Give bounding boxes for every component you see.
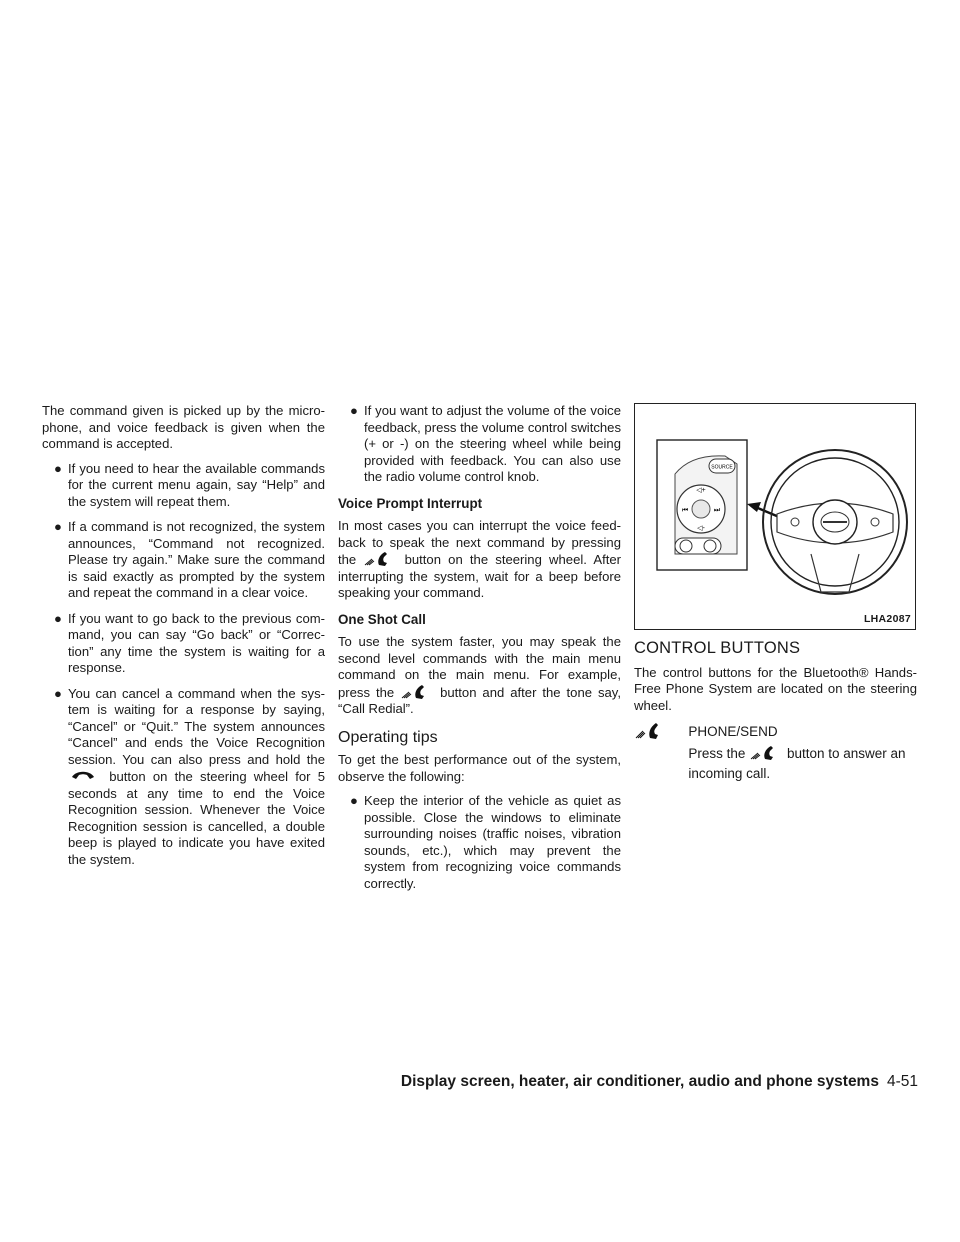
phone-send-icon [749, 745, 779, 759]
list-item [42, 686, 325, 869]
voice-prompt-text: button on the steering wheel. After interrupting the system, wait for a beep before speaking your command. [338, 552, 621, 600]
column-3 [634, 403, 917, 784]
phone-end-icon [68, 768, 98, 782]
tips-intro: To get the best performance out of the system, observe the following: [338, 752, 621, 784]
steering-wheel-illustration [635, 404, 915, 629]
bullet-text: If a command is not recognized, the system announces, “Command not recognized. Please try again.” Make sure the command is said exactly as prompted by the system and repeat the command in a clear voice. [68, 519, 325, 600]
list-item [338, 403, 621, 486]
bullet-dot-icon: ● [350, 793, 358, 808]
bullet-dot-icon: ● [350, 403, 358, 418]
list-item [42, 461, 325, 511]
footer-title: Display screen, heater, air conditioner, audio and phone systems [400, 1073, 879, 1090]
button-desc-text: Press the [688, 746, 746, 761]
bullet-text: If you need to hear the available commands for the current menu again, say “Help” and the system will repeat them. [68, 460, 325, 509]
bullet-text: button on the steering wheel for 5 seconds at any time to end the Voice Recognition session. Whenever the Voice Recognition session is cancelled, a double beep is played to indicate you have exited the system. [68, 769, 326, 867]
phone-send-icon [363, 551, 393, 565]
voice-prompt-heading: Voice Prompt Interrupt [338, 495, 483, 511]
page-footer [401, 1073, 918, 1091]
bullet-dot-icon: ● [54, 519, 62, 534]
phone-send-icon [400, 684, 430, 698]
one-shot-text: To use the system faster, you may speak the second level commands with the main menu command on the main menu. For example, press the [338, 634, 621, 700]
list-item [338, 793, 621, 892]
button-name: PHONE/SEND [688, 724, 778, 739]
bullet-dot-icon: ● [54, 610, 62, 626]
column-2 [338, 403, 621, 901]
button-desc [688, 744, 917, 784]
column-1 [42, 403, 325, 877]
bullet-dot-icon: ● [54, 685, 62, 701]
phone-send-description [688, 722, 917, 784]
list-item [42, 611, 325, 677]
list-item [42, 519, 325, 602]
bullet-dot-icon: ● [54, 460, 62, 476]
svg-text:◁+: ◁+ [696, 487, 706, 494]
one-shot-heading: One Shot Call [338, 611, 426, 627]
steering-wheel-figure [634, 403, 916, 630]
phone-send-row [634, 722, 917, 784]
bullet-text: You can cancel a command when the sys- tem is waiting for a response by saying, “Cancel” or “Quit.” The system announces “Cancel” and ends the Voice Recognition session. You can also press and hold the [68, 685, 325, 767]
button-desc-text: button to answer an incoming call. [688, 746, 906, 781]
control-buttons-paragraph: The control buttons for the Bluetooth® Hands- Free Phone System are located on the steering wheel. [634, 664, 917, 713]
voice-prompt-text: In most cases you can interrupt the voice feed- back to speak the next command by pressing the [338, 518, 621, 567]
voice-prompt-paragraph [338, 518, 621, 602]
one-shot-paragraph [338, 634, 621, 718]
svg-text:⏭: ⏭ [713, 507, 721, 514]
bullet-text: If you want to go back to the previous com- mand, you can say “Go back” or “Correc- tion” any time the system is waiting for a response. [68, 610, 325, 675]
bullet-text: If you want to adjust the volume of the voice feedback, press the volume control switches (+ or -) on the steering wheel while being provided with feedback. You can also use the radio volume control knob. [364, 403, 621, 484]
operating-tips-heading: Operating tips [338, 728, 438, 746]
phone-send-icon [634, 722, 688, 745]
source-button-label: SOURCE [711, 464, 733, 471]
svg-text:◁-: ◁- [697, 525, 705, 532]
control-buttons-heading: CONTROL BUTTONS [634, 639, 801, 657]
one-shot-text: button and after the tone say, “Call Redial”. [338, 684, 621, 716]
intro-paragraph: The command given is picked up by the micro- phone, and voice feedback is given when the command is accepted. [42, 403, 325, 451]
bullet-text: Keep the interior of the vehicle as quiet as possible. Close the windows to eliminate surrounding noises (traffic noises, vibration sounds, etc.), which may prevent the system from recognizing voice commands correctly. [364, 793, 621, 891]
figure-caption: LHA2087 [863, 612, 911, 625]
svg-text:⏮: ⏮ [681, 507, 689, 514]
page-number: 4-51 [886, 1073, 918, 1090]
